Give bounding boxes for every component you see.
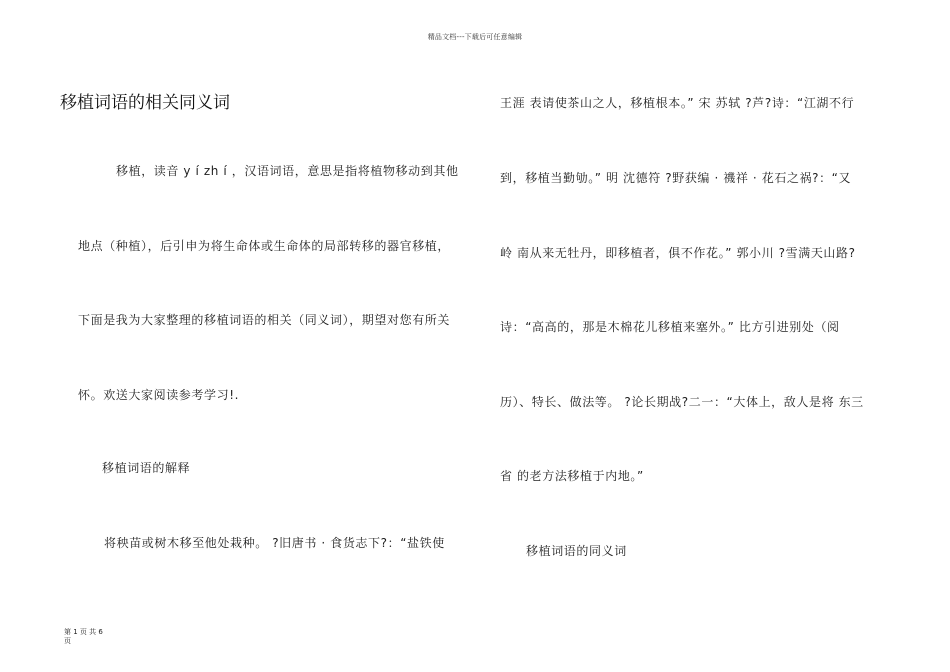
left-line-2: 地点（种植），后引申为将生命体或生命体的局部转移的器官移植， bbox=[78, 239, 451, 253]
right-line-1: 王涯 表请使茶山之人，移植根本。” 宋 苏轼 ?芦?诗：“江湖不行 bbox=[500, 96, 855, 110]
page-number: 第 1 页 共 6 页 bbox=[64, 628, 103, 645]
left-line-1: 移植，读音 y í zh í ，汉语词语，意思是指将植物移动到其他 bbox=[116, 164, 459, 178]
left-line-3: 下面是我为大家整理的移植词语的相关（同义词），期望对您有所关 bbox=[78, 313, 451, 327]
header-note: 精品文档---下载后可任意编辑 bbox=[427, 33, 523, 41]
right-line-2: 到，移植当勤劬。” 明 沈德符 ?野获编 · 禨祥 · 花石之祸?：“又 bbox=[500, 171, 852, 185]
left-line-6: 将秧苗或树木移至他处栽种。 ?旧唐书 · 食货志下?：“盐铁使 bbox=[104, 536, 445, 550]
right-line-6: 省 的老方法移植于内地。” bbox=[500, 469, 644, 483]
right-line-4: 诗：“高高的，那是木棉花儿移植来塞外。” 比方引进别处（阅 bbox=[500, 320, 840, 334]
right-line-3: 岭 南从来无牡丹，即移植者，俱不作花。” 郭小川 ?雪满天山路? bbox=[500, 246, 856, 260]
section-heading-definition: 移植词语的解释 bbox=[102, 461, 191, 475]
document-title: 移植词语的相关同义词 bbox=[60, 93, 230, 113]
left-line-4: 怀。欢送大家阅读参考学习!. bbox=[78, 388, 240, 402]
right-line-5: 历）、特长、做法等。 ?论长期战?二一：“大体上，敌人是将 东三 bbox=[500, 395, 864, 409]
section-heading-synonyms: 移植词语的同义词 bbox=[526, 544, 627, 558]
